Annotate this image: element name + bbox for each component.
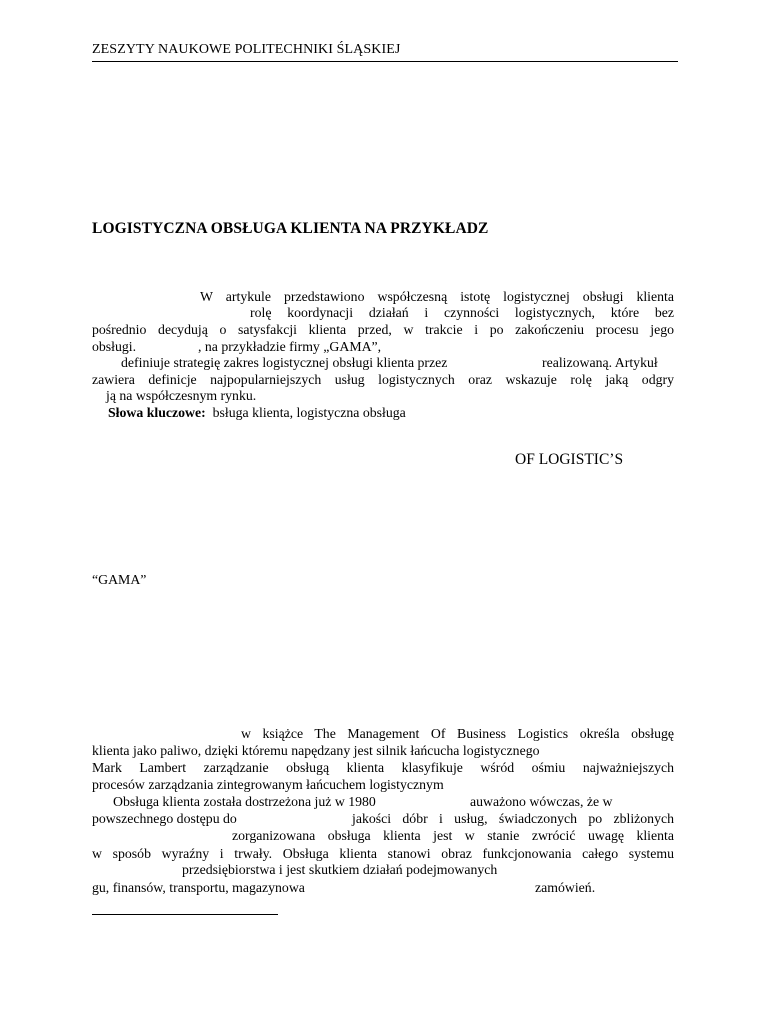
header-rule	[92, 61, 678, 62]
body-p2-line-1b: auważono wówczas, że w	[470, 794, 613, 809]
body-p2-line-4: w sposób wyraźny i trwały. Obsługa klienta stanowi obraz funkcjonowania całego systemu	[92, 846, 674, 861]
body-p2-line-6a: gu, finansów, transportu, magazynowa	[92, 880, 305, 895]
body-p2-line-6b: zamówień.	[535, 880, 596, 895]
keywords-text: bsługa klienta, logistyczna obsługa	[212, 405, 406, 420]
article-title: LOGISTYCZNA OBSŁUGA KLIENTA NA PRZYKŁADZ	[92, 220, 489, 237]
body-p1-line-3: Mark Lambert zarządzanie obsługą klienta klasyfikuje wśród ośmiu najważniejszych	[92, 760, 674, 775]
body-p2-line-1a: Obsługa klienta została dostrzeżona już w 1980	[113, 794, 376, 809]
abstract-line-7: ją na współczesnym rynku.	[106, 388, 257, 403]
english-title-fragment: OF LOGISTIC’S	[515, 451, 624, 468]
body-p1-line-1: w książce The Management Of Business Logistics określa obsługę	[241, 726, 674, 741]
body-p1-line-4: procesów zarządzania zintegrowanym łańcuchem logistycznym	[92, 777, 444, 792]
abstract-line-4a: obsługi.	[92, 339, 137, 354]
body-p2-line-3: zorganizowana obsługa klienta jest w stanie zwrócić uwagę klienta	[232, 828, 674, 843]
abstract-line-5b: realizowaną. Artykuł	[542, 355, 658, 370]
body-p2-line-2b: jakości dóbr i usług, świadczonych po zbliżonych	[352, 811, 674, 826]
abstract-line-6: zawiera definicje najpopularniejszych usług logistycznych oraz wskazuje rolę jaką odgry	[92, 372, 674, 387]
journal-header: ZESZYTY NAUKOWE POLITECHNIKI ŚLĄSKIEJ	[92, 42, 401, 57]
keywords-label: Słowa kluczowe:	[108, 405, 206, 420]
body-p2-line-5: przedsiębiorstwa i jest skutkiem działań podejmowanych	[182, 862, 498, 877]
abstract-line-3: pośrednio decydują o satysfakcji klienta przed, w trakcie i po zakończeniu procesu jego	[92, 322, 674, 337]
body-p1-line-2: klienta jako paliwo, dzięki któremu napędzany jest silnik łańcucha logistycznego	[92, 743, 540, 758]
abstract-line-1: W artykule przedstawiono współczesną istotę logistycznej obsługi klienta	[200, 289, 674, 304]
footnote-separator	[92, 914, 278, 915]
body-p2-line-2a: powszechnego dostępu do	[92, 811, 237, 826]
keywords-line	[108, 405, 406, 421]
abstract-line-4b: , na przykładzie firmy „GAMA”,	[198, 339, 382, 354]
abstract-line-5a: definiuje strategię zakres logistycznej obsługi klienta przez	[121, 355, 448, 370]
abstract-line-2: rolę koordynacji działań i czynności logistycznych, które bez	[250, 305, 674, 320]
english-gama: “GAMA”	[92, 572, 147, 587]
